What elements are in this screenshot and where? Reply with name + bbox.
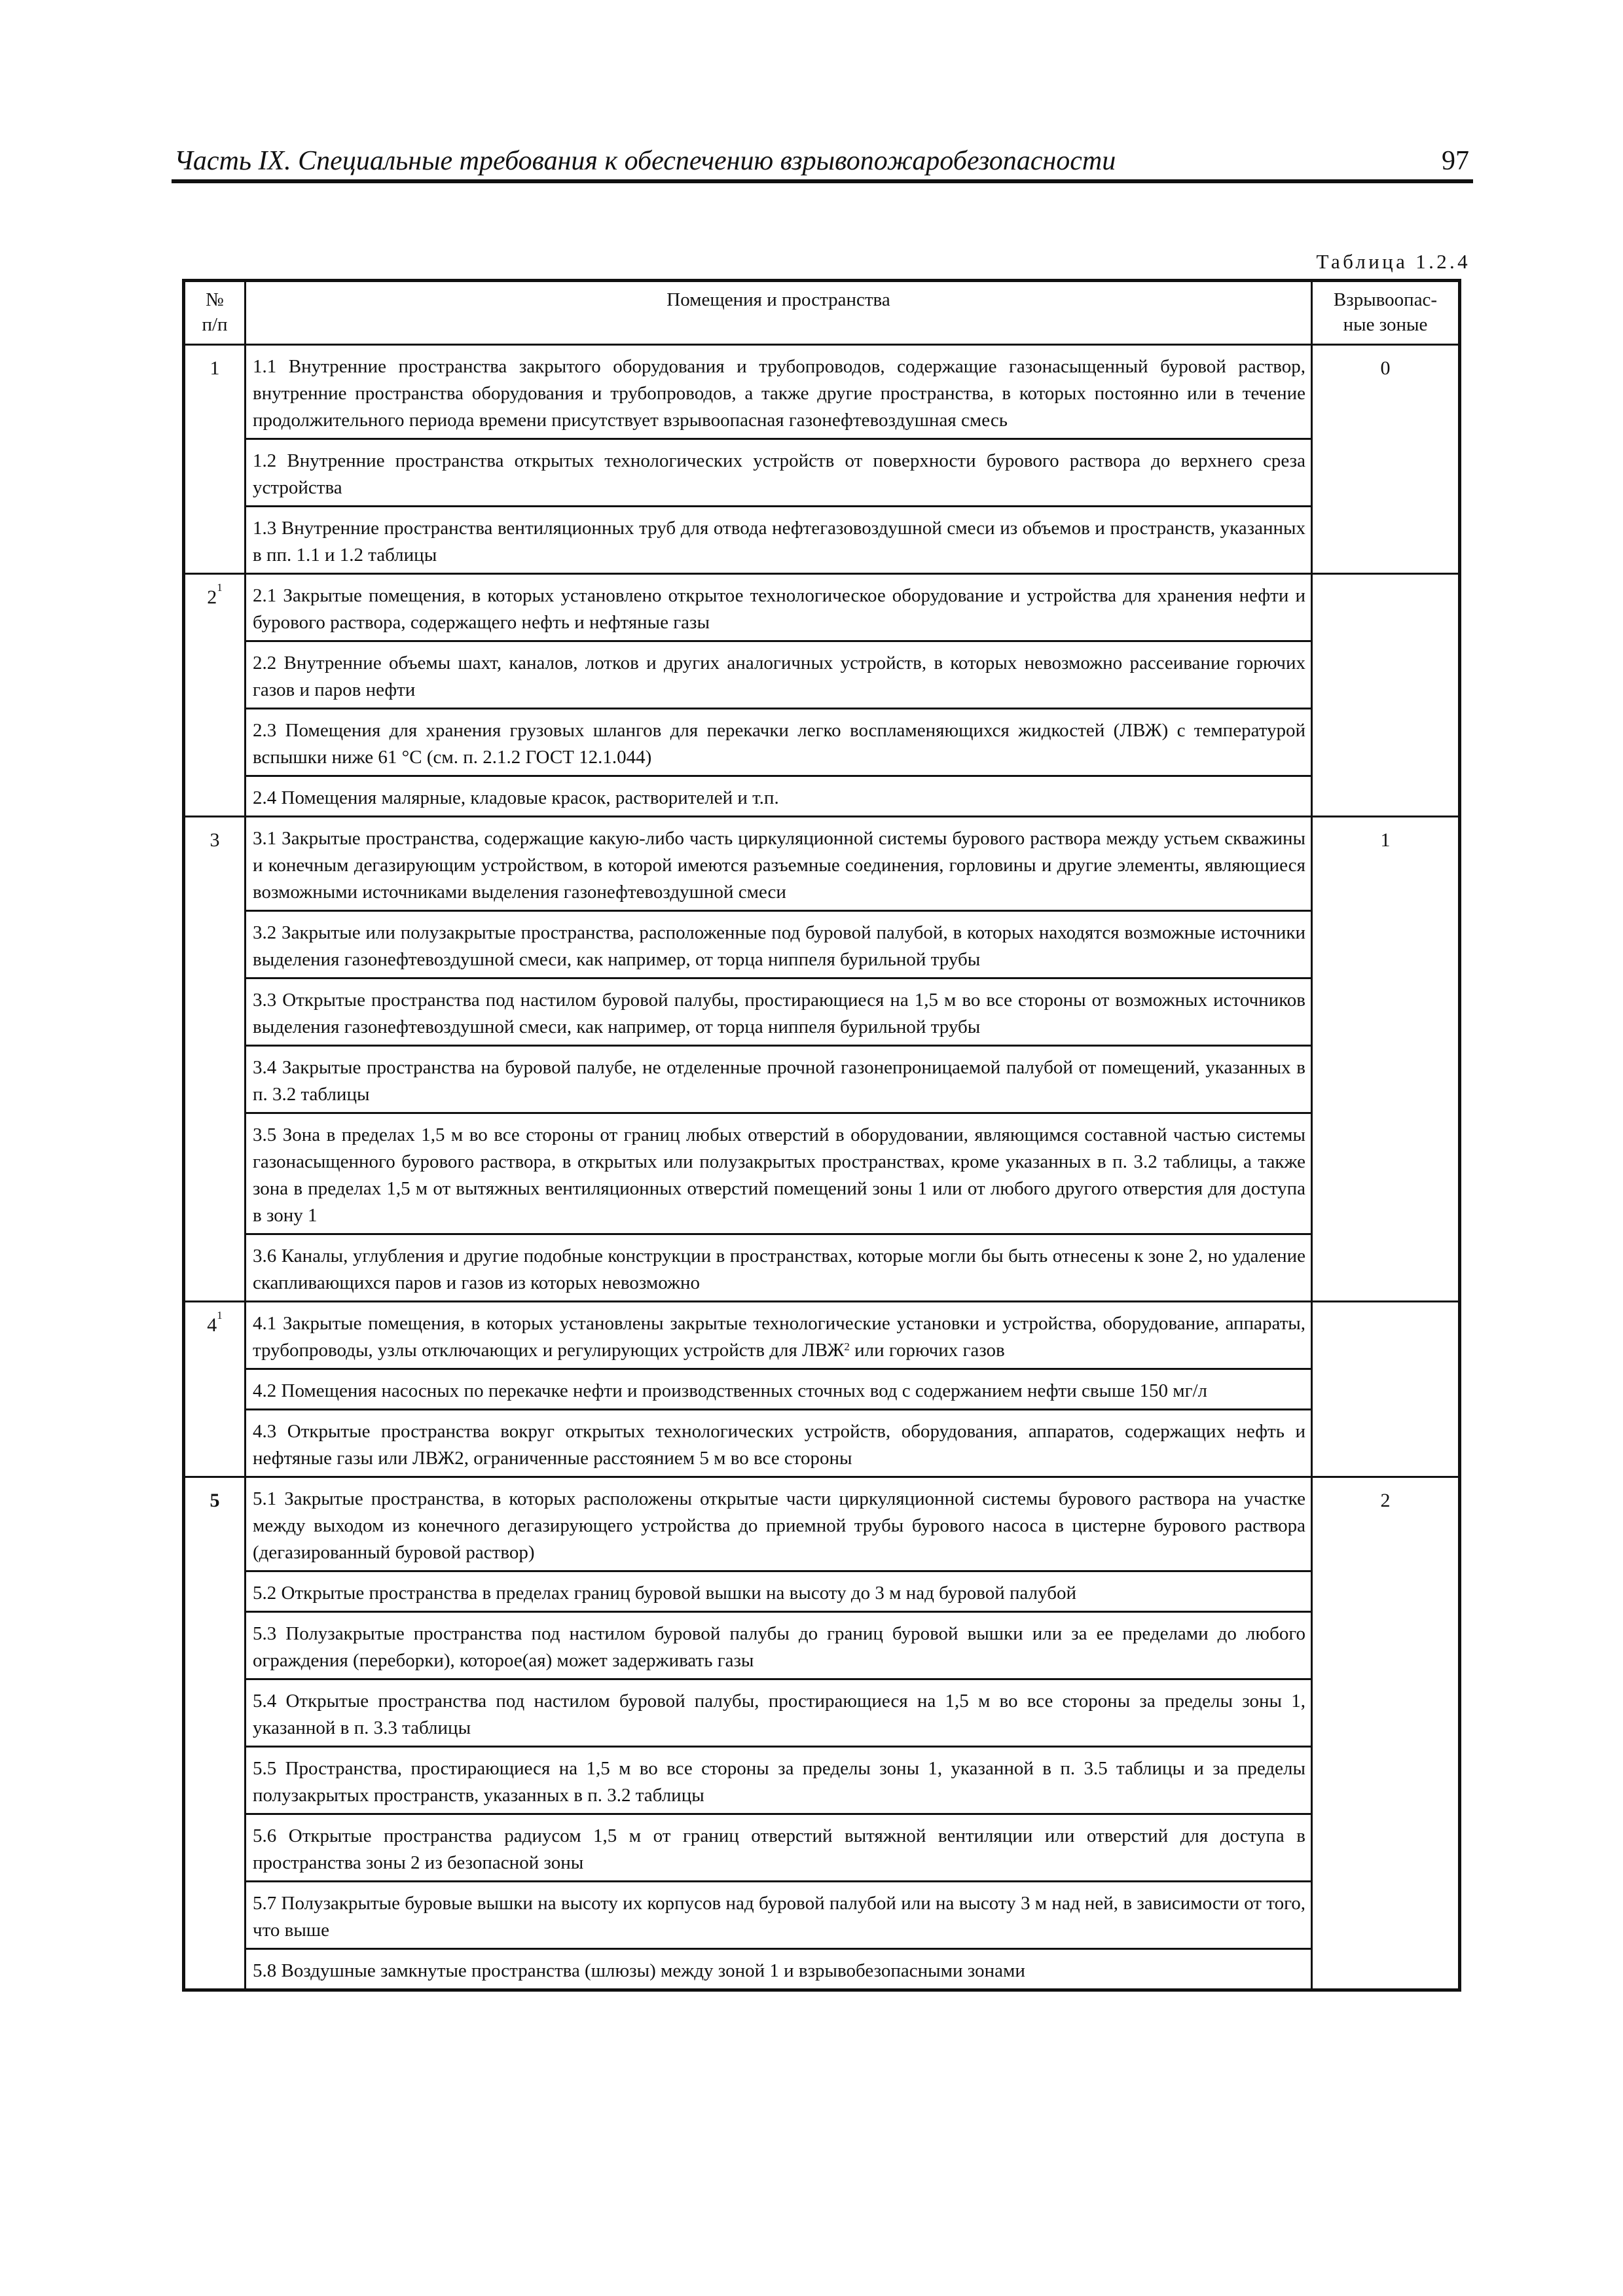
space-description-text: 5.3 Полузакрытые пространства под настилом буровой палубы до границ буровой вышки или за ее пределами до любого ограждения (переборки), которое(ая) может задерживать газы bbox=[253, 1623, 1305, 1671]
space-description bbox=[246, 345, 1312, 439]
space-description bbox=[246, 776, 1312, 817]
group-number-value: 4 bbox=[207, 1314, 217, 1336]
space-description-text: 5.2 Открытые пространства в пределах границ буровой вышки на высоту до 3 м над буровой палубой bbox=[253, 1583, 1077, 1604]
space-description-text: 5.8 Воздушные замкнутые пространства (шлюзы) между зоной 1 и взрывобезопасными зонами bbox=[253, 1960, 1025, 1981]
table-row bbox=[184, 1113, 1460, 1234]
table-row bbox=[184, 1571, 1460, 1612]
space-description bbox=[246, 641, 1312, 709]
group-number-value: 1 bbox=[210, 357, 220, 379]
space-description bbox=[246, 574, 1312, 641]
header-spaces: Помещения и пространства bbox=[246, 281, 1312, 345]
space-description-text: 3.3 Открытые пространства под настилом буровой палубы, простирающиеся на 1,5 м во все стороны от возможных источников выделения газонефтевоздушной смеси, как например, от торца ниппеля бурильной трубы bbox=[253, 990, 1305, 1037]
group-number bbox=[184, 574, 246, 817]
table-row bbox=[184, 1882, 1460, 1949]
zone-class: 1 bbox=[1312, 817, 1460, 1302]
header-zones bbox=[1312, 281, 1460, 345]
space-description bbox=[246, 1814, 1312, 1882]
table-row bbox=[184, 709, 1460, 776]
space-description-text: 3.4 Закрытые пространства на буровой палубе, не отделенные прочной газонепроницаемой палубой от помещений, указанных в п. 3.2 таблицы bbox=[253, 1057, 1305, 1105]
table-row bbox=[184, 1410, 1460, 1477]
group-number-value: 5 bbox=[210, 1490, 220, 1511]
page-header bbox=[172, 145, 1473, 183]
table-row bbox=[184, 1369, 1460, 1410]
table-row bbox=[184, 1747, 1460, 1814]
space-description-text: 5.4 Открытые пространства под настилом буровой палубы, простирающиеся на 1,5 м во все стороны за пределы зоны 1, указанной в п. 3.3 таблицы bbox=[253, 1691, 1305, 1738]
space-description bbox=[246, 1234, 1312, 1302]
group-number-value: 2 bbox=[207, 586, 217, 608]
header-zones-line1: Взрывоопас- bbox=[1333, 289, 1438, 310]
header-num-line1: № bbox=[206, 289, 224, 310]
table-row bbox=[184, 776, 1460, 817]
table-row bbox=[184, 1679, 1460, 1747]
zone-class: 2 bbox=[1312, 1477, 1460, 1990]
space-description bbox=[246, 1046, 1312, 1113]
space-description bbox=[246, 1679, 1312, 1747]
group-number bbox=[184, 817, 246, 1302]
table-row bbox=[184, 817, 1460, 911]
table-caption: Таблица 1.2.4 bbox=[1316, 250, 1470, 273]
group-number bbox=[184, 345, 246, 574]
space-description bbox=[246, 709, 1312, 776]
space-description bbox=[246, 1882, 1312, 1949]
space-description bbox=[246, 507, 1312, 574]
table-row bbox=[184, 978, 1460, 1046]
header-num bbox=[184, 281, 246, 345]
footnote-marker: 2 bbox=[844, 1340, 850, 1353]
space-description bbox=[246, 439, 1312, 507]
space-description-text: 2.1 Закрытые помещения, в которых установлено открытое технологическое оборудование и устройства для хранения нефти и бурового раствора, содержащего нефть и нефтяные газы bbox=[253, 585, 1305, 633]
space-description-text: 4.1 Закрытые помещения, в которых установлены закрытые технологические установки и устройства, оборудование, аппараты, трубопроводы, узлы отключающих и регулирующих устройств для ЛВЖ bbox=[253, 1313, 1305, 1361]
table-row bbox=[184, 507, 1460, 574]
space-description-text: 3.5 Зона в пределах 1,5 м во все стороны от границ любых отверстий в оборудовании, являющимся составной частью системы газонасыщенного бурового раствора, в открытых или полузакрытых пространствах, кроме указанных в п. 3.2 таблицы, а также зона в пределах 1,5 м от вытяжных вентиляционных отверстий помещений зоны 1 или от любого другого отверстия для доступа в зону 1 bbox=[253, 1124, 1305, 1226]
space-description bbox=[246, 817, 1312, 911]
header-zones-line2: ные зоные bbox=[1343, 314, 1428, 335]
space-description bbox=[246, 1369, 1312, 1410]
space-description bbox=[246, 911, 1312, 978]
zone-class bbox=[1312, 1302, 1460, 1477]
space-description-text: 5.5 Пространства, простирающиеся на 1,5 м во все стороны за пределы зоны 1, указанной в п. 3.5 таблицы и за пределы полузакрытых пространств, указанных в п. 3.2 таблицы bbox=[253, 1758, 1305, 1806]
space-description-text: 2.4 Помещения малярные, кладовые красок, растворителей и т.п. bbox=[253, 787, 779, 808]
group-number-value: 3 bbox=[210, 829, 220, 851]
table-row bbox=[184, 911, 1460, 978]
table-row bbox=[184, 345, 1460, 439]
table-row bbox=[184, 574, 1460, 641]
group-number bbox=[184, 1477, 246, 1990]
table-row bbox=[184, 1234, 1460, 1302]
space-description bbox=[246, 1477, 1312, 1571]
table-row bbox=[184, 1949, 1460, 1990]
table-row bbox=[184, 1612, 1460, 1679]
space-description-text: 1.1 Внутренние пространства закрытого оборудования и трубопроводов, содержащие газонасыщенный буровой раствор, внутренние пространства оборудования и трубопроводов, а также другие пространства, в которых постоянно или в течение продолжительного периода времени присутствует взрывоопасная газонефтевоздушная смесь bbox=[253, 356, 1305, 431]
table-row bbox=[184, 1046, 1460, 1113]
table-row bbox=[184, 439, 1460, 507]
space-description-text: 3.2 Закрытые или полузакрытые пространства, расположенные под буровой палубой, в которых находятся возможные источники выделения газонефтевоздушной смеси, как например, от торца ниппеля бурильной трубы bbox=[253, 922, 1305, 970]
space-description-text: 1.2 Внутренние пространства открытых технологических устройств от поверхности бурового раствора до верхнего среза устройства bbox=[253, 450, 1305, 498]
table-row bbox=[184, 1477, 1460, 1571]
space-description bbox=[246, 1612, 1312, 1679]
table-body bbox=[184, 345, 1460, 1990]
space-description-text: 5.6 Открытые пространства радиусом 1,5 м от границ отверстий вытяжной вентиляции или отверстий для доступа в пространства зоны 2 из безопасной зоны bbox=[253, 1825, 1305, 1873]
running-title: Часть IX. Специальные требования к обеспечению взрывопожаробезопасности bbox=[174, 146, 1116, 176]
space-description bbox=[246, 1113, 1312, 1234]
space-description-text: 4.2 Помещения насосных по перекачке нефти и производственных сточных вод с содержанием нефти свыше 150 мг/л bbox=[253, 1380, 1208, 1401]
table-row bbox=[184, 1302, 1460, 1369]
space-description-text: 1.3 Внутренние пространства вентиляционных труб для отвода нефтегазовоздушной смеси из объемов и пространств, указанных в пп. 1.1 и 1.2 таблицы bbox=[253, 518, 1305, 565]
space-description-text: 2.2 Внутренние объемы шахт, каналов, лотков и других аналогичных устройств, в которых невозможно рассеивание горючих газов и паров нефти bbox=[253, 653, 1305, 700]
space-description-text: 5.1 Закрытые пространства, в которых расположены открытые части циркуляционной системы бурового раствора на участке между выходом из конечного дегазирующего устройства до приемной трубы бурового насоса в цистерне бурового раствора (дегазированный буровой раствор) bbox=[253, 1488, 1305, 1563]
space-description bbox=[246, 1410, 1312, 1477]
header-num-line2: п/п bbox=[202, 314, 228, 335]
space-description bbox=[246, 1949, 1312, 1990]
table-header-row bbox=[184, 281, 1460, 345]
hazard-zones-table bbox=[182, 279, 1461, 1992]
page-number: 97 bbox=[1442, 146, 1469, 176]
space-description-text: 3.1 Закрытые пространства, содержащие какую-либо часть циркуляционной системы бурового раствора между устьем скважины и конечным дегазирующим устройством, в которой имеются разъемные соединения, горловины и другие элементы, являющиеся возможными источниками выделения газонефтевоздушной смеси bbox=[253, 828, 1305, 903]
space-description-tail: или горючих газов bbox=[849, 1340, 1005, 1361]
space-description-text: 4.3 Открытые пространства вокруг открытых технологических устройств, оборудования, аппаратов, содержащих нефть и нефтяные газы или ЛВЖ2, ограниченные расстоянием 5 м во все стороны bbox=[253, 1421, 1305, 1469]
space-description-text: 5.7 Полузакрытые буровые вышки на высоту их корпусов над буровой палубой или на высоту 3 м над ней, в зависимости от того, что выше bbox=[253, 1893, 1305, 1941]
space-description bbox=[246, 1302, 1312, 1369]
space-description bbox=[246, 1747, 1312, 1814]
footnote-marker: 1 bbox=[217, 581, 223, 594]
table-row bbox=[184, 1814, 1460, 1882]
zone-class bbox=[1312, 574, 1460, 817]
group-number bbox=[184, 1302, 246, 1477]
space-description bbox=[246, 978, 1312, 1046]
space-description-text: 3.6 Каналы, углубления и другие подобные конструкции в пространствах, которые могли бы быть отнесены к зоне 2, но удаление скапливающихся паров и газов из которых невозможно bbox=[253, 1246, 1305, 1293]
zone-class: 0 bbox=[1312, 345, 1460, 574]
space-description-text: 2.3 Помещения для хранения грузовых шлангов для перекачки легко воспламеняющихся жидкостей (ЛВЖ) с температурой вспышки ниже 61 °С (см. п. 2.1.2 ГОСТ 12.1.044) bbox=[253, 720, 1305, 768]
footnote-marker: 1 bbox=[217, 1309, 223, 1321]
table-row bbox=[184, 641, 1460, 709]
space-description bbox=[246, 1571, 1312, 1612]
